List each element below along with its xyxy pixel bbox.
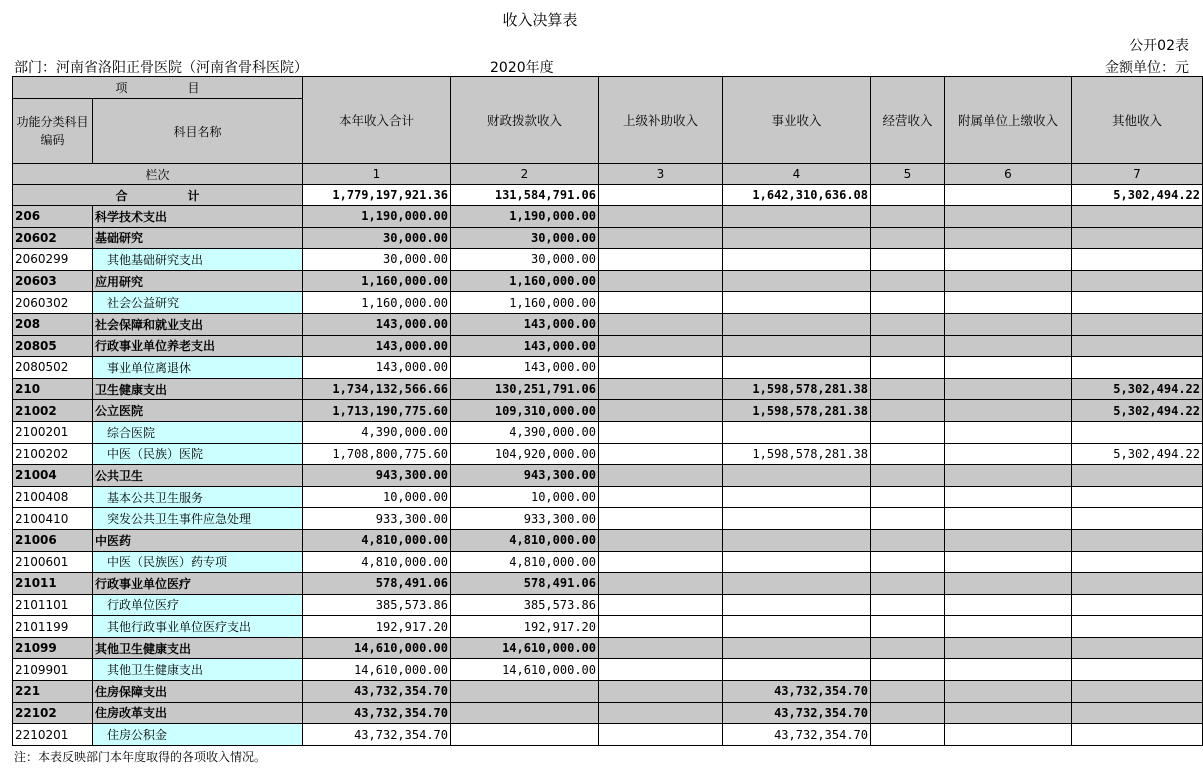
row-fiscal-appropriation: 143,000.00 — [451, 313, 599, 335]
row-superior-subsidy — [599, 486, 723, 508]
table-row — [13, 508, 1203, 530]
row-other-income — [1072, 573, 1203, 595]
department-label: 部门：河南省洛阳正骨医院（河南省骨科医院） — [14, 60, 308, 76]
row-total-income: 43,732,354.70 — [303, 681, 451, 703]
row-subordinate-income — [945, 529, 1072, 551]
table-row — [13, 335, 1203, 357]
row-business-income — [723, 529, 871, 551]
row-superior-subsidy — [599, 313, 723, 335]
total-c2: 131,584,791.06 — [451, 185, 599, 206]
row-subject-name: 应用研究 — [93, 270, 303, 292]
row-other-income — [1072, 702, 1203, 724]
row-subject-name: 中医（民族医）药专项 — [93, 551, 303, 573]
row-subordinate-income — [945, 594, 1072, 616]
row-code: 21006 — [13, 529, 93, 551]
row-fiscal-appropriation: 1,160,000.00 — [451, 270, 599, 292]
row-fiscal-appropriation: 143,000.00 — [451, 335, 599, 357]
row-fiscal-appropriation: 578,491.06 — [451, 573, 599, 595]
table-row — [13, 529, 1203, 551]
row-code: 2101199 — [13, 616, 93, 638]
index-4: 4 — [723, 164, 871, 185]
row-code: 21099 — [13, 637, 93, 659]
row-total-income: 14,610,000.00 — [303, 637, 451, 659]
index-3: 3 — [599, 164, 723, 185]
row-superior-subsidy — [599, 357, 723, 379]
row-business-income: 1,598,578,281.38 — [723, 443, 871, 465]
row-subject-name: 行政单位医疗 — [93, 594, 303, 616]
item-group-label: 项 — [115, 81, 128, 95]
row-operating-income — [871, 443, 945, 465]
row-other-income — [1072, 508, 1203, 530]
row-subordinate-income — [945, 659, 1072, 681]
table-row — [13, 292, 1203, 314]
row-business-income: 43,732,354.70 — [723, 681, 871, 703]
row-other-income — [1072, 335, 1203, 357]
footnote: 注：本表反映部门本年度取得的各项收入情况。 — [14, 750, 267, 764]
row-subordinate-income — [945, 357, 1072, 379]
row-business-income: 1,598,578,281.38 — [723, 378, 871, 400]
col-function-code: 功能分类科目编码 — [13, 99, 93, 164]
row-subject-name: 基本公共卫生服务 — [93, 486, 303, 508]
row-code: 208 — [13, 313, 93, 335]
table-row — [13, 594, 1203, 616]
row-superior-subsidy — [599, 292, 723, 314]
row-operating-income — [871, 227, 945, 249]
table-row — [13, 270, 1203, 292]
row-fiscal-appropriation: 104,920,000.00 — [451, 443, 599, 465]
row-operating-income — [871, 270, 945, 292]
row-total-income: 4,390,000.00 — [303, 421, 451, 443]
row-total-income: 1,160,000.00 — [303, 292, 451, 314]
row-business-income: 1,598,578,281.38 — [723, 400, 871, 422]
row-subordinate-income — [945, 616, 1072, 638]
row-subordinate-income — [945, 313, 1072, 335]
row-total-income: 14,610,000.00 — [303, 659, 451, 681]
row-operating-income — [871, 400, 945, 422]
header-row-group — [13, 77, 1203, 99]
total-c5 — [871, 185, 945, 206]
table-row — [13, 400, 1203, 422]
row-fiscal-appropriation: 30,000.00 — [451, 249, 599, 271]
row-business-income: 43,732,354.70 — [723, 702, 871, 724]
row-operating-income — [871, 357, 945, 379]
row-subordinate-income — [945, 573, 1072, 595]
row-subject-name: 事业单位离退休 — [93, 357, 303, 379]
col-subject-name: 科目名称 — [93, 99, 303, 164]
index-row — [13, 164, 1203, 185]
table-row — [13, 616, 1203, 638]
row-subject-name: 公共卫生 — [93, 465, 303, 487]
col-business-income: 事业收入 — [723, 77, 871, 164]
row-other-income — [1072, 227, 1203, 249]
row-code: 21002 — [13, 400, 93, 422]
row-fiscal-appropriation — [451, 702, 599, 724]
col-subordinate-income: 附属单位上缴收入 — [945, 77, 1072, 164]
table-row — [13, 206, 1203, 228]
row-business-income — [723, 206, 871, 228]
row-fiscal-appropriation: 30,000.00 — [451, 227, 599, 249]
row-subject-name: 中医药 — [93, 529, 303, 551]
row-business-income: 43,732,354.70 — [723, 724, 871, 746]
row-other-income — [1072, 486, 1203, 508]
row-subject-name: 卫生健康支出 — [93, 378, 303, 400]
row-total-income: 4,810,000.00 — [303, 551, 451, 573]
row-subordinate-income — [945, 292, 1072, 314]
row-subject-name: 中医（民族）医院 — [93, 443, 303, 465]
row-fiscal-appropriation: 192,917.20 — [451, 616, 599, 638]
row-subject-name: 公立医院 — [93, 400, 303, 422]
row-superior-subsidy — [599, 594, 723, 616]
row-fiscal-appropriation: 14,610,000.00 — [451, 637, 599, 659]
row-other-income — [1072, 270, 1203, 292]
total-c4: 1,642,310,636.08 — [723, 185, 871, 206]
row-other-income — [1072, 292, 1203, 314]
row-subject-name: 科学技术支出 — [93, 206, 303, 228]
row-code: 2109901 — [13, 659, 93, 681]
table-row — [13, 313, 1203, 335]
row-total-income: 30,000.00 — [303, 227, 451, 249]
row-code: 2060299 — [13, 249, 93, 271]
table-row — [13, 378, 1203, 400]
row-fiscal-appropriation: 10,000.00 — [451, 486, 599, 508]
row-fiscal-appropriation: 130,251,791.06 — [451, 378, 599, 400]
row-subordinate-income — [945, 335, 1072, 357]
row-subject-name: 其他卫生健康支出 — [93, 659, 303, 681]
row-fiscal-appropriation: 143,000.00 — [451, 357, 599, 379]
row-subordinate-income — [945, 443, 1072, 465]
row-subordinate-income — [945, 378, 1072, 400]
row-code: 2100601 — [13, 551, 93, 573]
index-5: 5 — [871, 164, 945, 185]
row-total-income: 43,732,354.70 — [303, 702, 451, 724]
col-superior-subsidy: 上级补助收入 — [599, 77, 723, 164]
item-group-header — [13, 77, 303, 99]
row-code: 20805 — [13, 335, 93, 357]
row-subject-name: 基础研究 — [93, 227, 303, 249]
row-subordinate-income — [945, 702, 1072, 724]
row-operating-income — [871, 249, 945, 271]
row-operating-income — [871, 724, 945, 746]
total-label — [13, 185, 303, 206]
row-other-income — [1072, 465, 1203, 487]
row-operating-income — [871, 551, 945, 573]
row-superior-subsidy — [599, 400, 723, 422]
row-superior-subsidy — [599, 378, 723, 400]
table-row — [13, 681, 1203, 703]
row-fiscal-appropriation: 385,573.86 — [451, 594, 599, 616]
row-superior-subsidy — [599, 529, 723, 551]
row-other-income — [1072, 529, 1203, 551]
row-operating-income — [871, 292, 945, 314]
row-other-income — [1072, 206, 1203, 228]
row-total-income: 1,708,800,775.60 — [303, 443, 451, 465]
row-operating-income — [871, 465, 945, 487]
row-other-income — [1072, 313, 1203, 335]
total-c3 — [599, 185, 723, 206]
table-row — [13, 551, 1203, 573]
row-other-income: 5,302,494.22 — [1072, 378, 1203, 400]
row-code: 2210201 — [13, 724, 93, 746]
table-row — [13, 573, 1203, 595]
col-other-income: 其他收入 — [1072, 77, 1203, 164]
row-code: 20602 — [13, 227, 93, 249]
row-superior-subsidy — [599, 465, 723, 487]
row-subject-name: 行政事业单位医疗 — [93, 573, 303, 595]
row-total-income: 1,160,000.00 — [303, 270, 451, 292]
row-superior-subsidy — [599, 443, 723, 465]
row-operating-income — [871, 594, 945, 616]
row-code: 2060302 — [13, 292, 93, 314]
table-row — [13, 443, 1203, 465]
row-business-income — [723, 637, 871, 659]
row-total-income: 385,573.86 — [303, 594, 451, 616]
table-row — [13, 421, 1203, 443]
row-code: 21011 — [13, 573, 93, 595]
row-business-income — [723, 616, 871, 638]
row-superior-subsidy — [599, 724, 723, 746]
row-operating-income — [871, 616, 945, 638]
row-business-income — [723, 227, 871, 249]
row-subordinate-income — [945, 637, 1072, 659]
row-superior-subsidy — [599, 659, 723, 681]
total-label-b: 计 — [187, 188, 200, 203]
row-operating-income — [871, 659, 945, 681]
row-fiscal-appropriation: 1,160,000.00 — [451, 292, 599, 314]
row-subject-name: 综合医院 — [93, 421, 303, 443]
row-superior-subsidy — [599, 249, 723, 271]
row-fiscal-appropriation: 4,390,000.00 — [451, 421, 599, 443]
row-superior-subsidy — [599, 508, 723, 530]
row-total-income: 143,000.00 — [303, 313, 451, 335]
row-total-income: 10,000.00 — [303, 486, 451, 508]
item-group-label-2: 目 — [187, 81, 200, 95]
col-fiscal-appropriation: 财政拨款收入 — [451, 77, 599, 164]
row-other-income — [1072, 724, 1203, 746]
row-code: 21004 — [13, 465, 93, 487]
row-total-income: 1,713,190,775.60 — [303, 400, 451, 422]
row-operating-income — [871, 421, 945, 443]
report-title: 收入决算表 — [502, 11, 578, 29]
row-superior-subsidy — [599, 616, 723, 638]
total-row — [13, 185, 1203, 206]
row-total-income: 43,732,354.70 — [303, 724, 451, 746]
table-row — [13, 227, 1203, 249]
income-statement-table — [12, 76, 1203, 746]
row-subject-name: 行政事业单位养老支出 — [93, 335, 303, 357]
row-subject-name: 住房公积金 — [93, 724, 303, 746]
row-subordinate-income — [945, 206, 1072, 228]
row-subordinate-income — [945, 421, 1072, 443]
row-subject-name: 其他卫生健康支出 — [93, 637, 303, 659]
index-label: 栏次 — [13, 164, 303, 185]
row-operating-income — [871, 573, 945, 595]
row-business-income — [723, 508, 871, 530]
row-business-income — [723, 313, 871, 335]
row-fiscal-appropriation: 109,310,000.00 — [451, 400, 599, 422]
row-business-income — [723, 573, 871, 595]
row-fiscal-appropriation: 1,190,000.00 — [451, 206, 599, 228]
row-total-income: 933,300.00 — [303, 508, 451, 530]
row-business-income — [723, 292, 871, 314]
row-subordinate-income — [945, 227, 1072, 249]
row-code: 2100201 — [13, 421, 93, 443]
row-other-income — [1072, 357, 1203, 379]
row-superior-subsidy — [599, 335, 723, 357]
total-c1: 1,779,197,921.36 — [303, 185, 451, 206]
row-total-income: 1,734,132,566.66 — [303, 378, 451, 400]
row-subordinate-income — [945, 724, 1072, 746]
row-code: 20603 — [13, 270, 93, 292]
row-subject-name: 社会保障和就业支出 — [93, 313, 303, 335]
index-6: 6 — [945, 164, 1072, 185]
row-other-income — [1072, 421, 1203, 443]
row-total-income: 1,190,000.00 — [303, 206, 451, 228]
row-other-income — [1072, 594, 1203, 616]
row-code: 206 — [13, 206, 93, 228]
table-row — [13, 486, 1203, 508]
col-operating-income: 经营收入 — [871, 77, 945, 164]
row-other-income: 5,302,494.22 — [1072, 400, 1203, 422]
total-label-a: 合 — [115, 188, 128, 203]
row-other-income — [1072, 249, 1203, 271]
row-business-income — [723, 335, 871, 357]
row-subject-name: 住房保障支出 — [93, 681, 303, 703]
row-subject-name: 突发公共卫生事件应急处理 — [93, 508, 303, 530]
row-code: 2100408 — [13, 486, 93, 508]
row-code: 2101101 — [13, 594, 93, 616]
row-superior-subsidy — [599, 637, 723, 659]
row-business-income — [723, 465, 871, 487]
table-row — [13, 724, 1203, 746]
col-total-income: 本年收入合计 — [303, 77, 451, 164]
row-operating-income — [871, 313, 945, 335]
table-row — [13, 637, 1203, 659]
row-operating-income — [871, 702, 945, 724]
row-total-income: 143,000.00 — [303, 335, 451, 357]
index-1: 1 — [303, 164, 451, 185]
row-operating-income — [871, 486, 945, 508]
total-c6 — [945, 185, 1072, 206]
row-operating-income — [871, 637, 945, 659]
row-code: 210 — [13, 378, 93, 400]
row-operating-income — [871, 681, 945, 703]
row-other-income — [1072, 551, 1203, 573]
row-superior-subsidy — [599, 573, 723, 595]
row-fiscal-appropriation: 933,300.00 — [451, 508, 599, 530]
row-other-income — [1072, 637, 1203, 659]
row-superior-subsidy — [599, 681, 723, 703]
row-code: 2100202 — [13, 443, 93, 465]
row-superior-subsidy — [599, 227, 723, 249]
row-subject-name: 其他基础研究支出 — [93, 249, 303, 271]
row-code: 221 — [13, 681, 93, 703]
amount-unit: 金额单位：元 — [1105, 60, 1189, 76]
row-fiscal-appropriation: 14,610,000.00 — [451, 659, 599, 681]
row-subordinate-income — [945, 551, 1072, 573]
fiscal-year: 2020年度 — [490, 60, 554, 76]
row-other-income — [1072, 616, 1203, 638]
row-superior-subsidy — [599, 551, 723, 573]
row-business-income — [723, 270, 871, 292]
row-operating-income — [871, 378, 945, 400]
row-subordinate-income — [945, 681, 1072, 703]
table-row — [13, 659, 1203, 681]
row-code: 22102 — [13, 702, 93, 724]
row-subject-name: 住房改革支出 — [93, 702, 303, 724]
row-operating-income — [871, 508, 945, 530]
row-business-income — [723, 249, 871, 271]
row-fiscal-appropriation: 4,810,000.00 — [451, 551, 599, 573]
row-total-income: 30,000.00 — [303, 249, 451, 271]
row-operating-income — [871, 206, 945, 228]
row-operating-income — [871, 529, 945, 551]
table-row — [13, 702, 1203, 724]
row-business-income — [723, 659, 871, 681]
row-superior-subsidy — [599, 206, 723, 228]
row-subordinate-income — [945, 465, 1072, 487]
row-superior-subsidy — [599, 421, 723, 443]
row-subordinate-income — [945, 400, 1072, 422]
row-subject-name: 其他行政事业单位医疗支出 — [93, 616, 303, 638]
row-business-income — [723, 486, 871, 508]
table-row — [13, 249, 1203, 271]
index-2: 2 — [451, 164, 599, 185]
row-subordinate-income — [945, 486, 1072, 508]
row-business-income — [723, 421, 871, 443]
row-total-income: 4,810,000.00 — [303, 529, 451, 551]
table-row — [13, 357, 1203, 379]
index-7: 7 — [1072, 164, 1203, 185]
total-c7: 5,302,494.22 — [1072, 185, 1203, 206]
row-subordinate-income — [945, 508, 1072, 530]
row-superior-subsidy — [599, 270, 723, 292]
row-fiscal-appropriation — [451, 724, 599, 746]
row-other-income — [1072, 659, 1203, 681]
row-other-income: 5,302,494.22 — [1072, 443, 1203, 465]
row-total-income: 192,917.20 — [303, 616, 451, 638]
row-total-income: 578,491.06 — [303, 573, 451, 595]
row-other-income — [1072, 681, 1203, 703]
row-subordinate-income — [945, 249, 1072, 271]
row-operating-income — [871, 335, 945, 357]
row-code: 2100410 — [13, 508, 93, 530]
row-total-income: 143,000.00 — [303, 357, 451, 379]
row-fiscal-appropriation: 943,300.00 — [451, 465, 599, 487]
row-business-income — [723, 594, 871, 616]
row-business-income — [723, 551, 871, 573]
row-superior-subsidy — [599, 702, 723, 724]
row-subject-name: 社会公益研究 — [93, 292, 303, 314]
row-subordinate-income — [945, 270, 1072, 292]
table-row — [13, 465, 1203, 487]
row-code: 2080502 — [13, 357, 93, 379]
row-business-income — [723, 357, 871, 379]
row-total-income: 943,300.00 — [303, 465, 451, 487]
row-fiscal-appropriation: 4,810,000.00 — [451, 529, 599, 551]
table-code: 公开02表 — [1129, 38, 1189, 54]
row-fiscal-appropriation — [451, 681, 599, 703]
